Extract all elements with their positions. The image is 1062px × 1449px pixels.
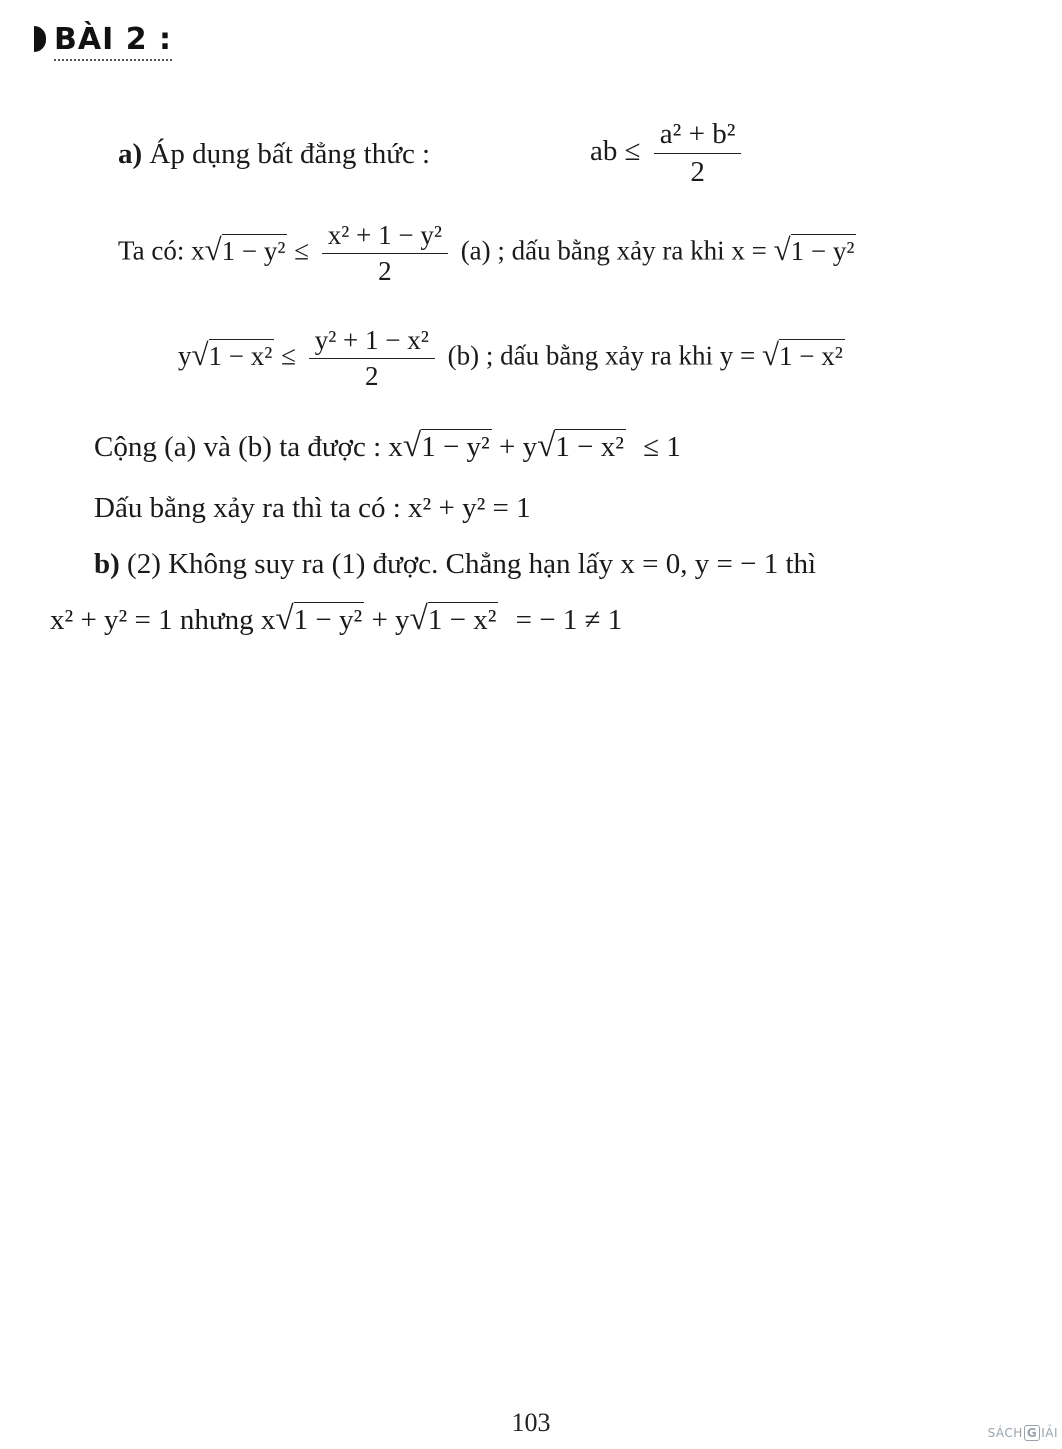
radicand: 1 − x²	[427, 604, 497, 636]
radicand: 1 − x²	[208, 340, 273, 371]
le-sign: ≤	[294, 235, 310, 266]
sqrt-expression: √1 − x²	[191, 336, 273, 372]
radicand: 1 − x²	[779, 340, 843, 371]
section-title	[34, 22, 172, 57]
radicand: 1 − y²	[221, 235, 286, 266]
fraction-numerator: a² + b²	[654, 118, 742, 154]
equality-line: Dấu bằng xảy ra thì ta có : x² + y² = 1	[94, 492, 531, 524]
line-a-fraction	[322, 220, 448, 287]
part-b-line-1	[94, 548, 816, 581]
watermark-right: IẢI	[1041, 1426, 1058, 1440]
page-number: 103	[511, 1408, 551, 1437]
sqrt-expression: √1 − x²	[537, 427, 624, 464]
fraction-numerator: x² + 1 − y²	[322, 220, 448, 254]
part-b-label: b)	[94, 548, 120, 580]
plus-term: + y	[371, 604, 410, 636]
radicand: 1 − y²	[790, 235, 855, 266]
sum-line-text: Cộng (a) và (b) ta được : x	[94, 431, 403, 463]
part-a-intro	[118, 138, 430, 171]
line-a-prefix: Ta có: x	[118, 235, 205, 266]
sqrt-expression: √1 − y²	[204, 231, 286, 267]
inequality-line-b	[178, 325, 845, 392]
part-b-line2-prefix: x² + y² = 1 nhưng x	[50, 604, 276, 636]
part-b-tail: = − 1 ≠ 1	[515, 604, 623, 636]
part-b-text: (2) Không suy ra (1) được. Chẳng hạn lấy x = 0, y = − 1 thì	[127, 548, 817, 580]
le-sign: ≤	[281, 340, 296, 371]
am-gm-inequality	[590, 118, 747, 189]
part-a-label: a)	[118, 138, 143, 170]
fraction-denominator: 2	[365, 361, 379, 391]
watermark-box: G	[1024, 1425, 1040, 1441]
plus-term: + y	[499, 431, 538, 463]
fraction-numerator: y² + 1 − x²	[309, 325, 435, 359]
watermark-logo	[988, 1425, 1058, 1441]
line-a-condition: (a) ; dấu bằng xảy ra khi x =	[460, 235, 767, 266]
section-title-text: BÀI 2 :	[54, 22, 172, 61]
sqrt-expression: √1 − x²	[762, 336, 843, 372]
line-b-prefix: y	[178, 340, 192, 371]
line-b-condition: (b) ; dấu bằng xảy ra khi y =	[447, 340, 756, 371]
part-a-intro-text: Áp dụng bất đẳng thức :	[149, 138, 431, 170]
inequality-fraction	[654, 118, 742, 189]
sum-line	[94, 427, 681, 465]
sqrt-expression: √1 − y²	[275, 600, 363, 637]
bullet-icon	[34, 26, 46, 52]
sqrt-expression: √1 − y²	[773, 231, 855, 267]
fraction-denominator: 2	[690, 156, 705, 188]
sum-line-tail: ≤ 1	[643, 431, 681, 463]
part-b-line-2	[50, 600, 622, 638]
fraction-denominator: 2	[378, 256, 392, 286]
radicand: 1 − y²	[293, 604, 363, 636]
sqrt-expression: √1 − y²	[402, 427, 490, 464]
radicand: 1 − x²	[555, 431, 624, 463]
line-b-fraction	[309, 325, 435, 392]
watermark-left: SÁCH	[987, 1426, 1023, 1440]
radicand: 1 − y²	[421, 431, 490, 463]
inequality-lhs: ab ≤	[590, 135, 641, 168]
sqrt-expression: √1 − x²	[409, 600, 497, 637]
inequality-line-a	[118, 220, 856, 287]
